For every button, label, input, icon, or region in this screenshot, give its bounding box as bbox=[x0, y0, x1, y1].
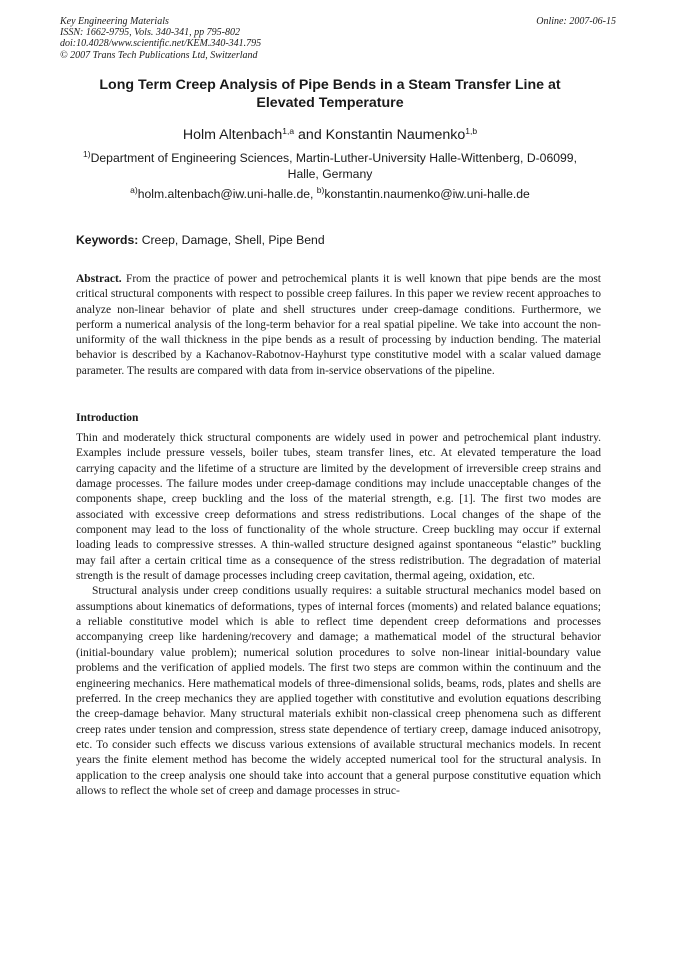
affiliation-sup: 1) bbox=[83, 149, 91, 159]
author-and: and bbox=[294, 127, 326, 143]
introduction-paragraph-1: Thin and moderately thick structural components are widely used in power and petrochemical plant industry. Examples include pressure vessels, boiler tubes, steam transfer lines, etc. At elevated temperature the load carrying capacity and the lifetime of a structure are limited by the development of irreversible creep strains and damage processes. The failure modes under creep-damage conditions may include unacceptable changes of the components shape, creep buckling and the loss of the material strength, e.g. [1]. The first two modes are associated with excessive creep deformations and stress redistributions. Local changes of the shape of the component may lead to the loss of functionality of the whole structure. Creep buckling may occur if external loading leads to compressive stresses. A thin-walled structure designed against spontaneous “elastic” buckling may fail after a certain critical time as a consequence of the stress redistribution. The degradation of material strength is the result of damage processes including creep cavitation, thermal ageing, oxidation, etc. bbox=[76, 432, 601, 583]
author-1: Holm Altenbach bbox=[182, 127, 283, 143]
author-2: Konstantin Naumenko bbox=[325, 127, 466, 143]
keywords-label: Keywords: bbox=[76, 233, 139, 247]
keywords bbox=[76, 232, 325, 248]
email-b-sup: b) bbox=[316, 185, 325, 195]
email-a[interactable]: holm.altenbach@iw.uni-halle.de, bbox=[137, 187, 317, 201]
introduction-paragraph-2: Structural analysis under creep conditions usually requires: a suitable structural mechanics model based on assumptions about kinematics of deformations, types of internal forces (moments) and related balance equations; a reliable constitutive model which is able to reflect time dependent creep deformations and processes accompanying creep like hardening/recovery and damage; a mathematical model of the structural behavior (initial-boundary value problem); numerical solution procedures to solve non-linear initial-boundary value problems and the verification of applied models. The first two steps are common within the continuum and the engineering mechanics. Here mathematical models of three-dimensional solids, beams, rods, plates and shells are preferred. In the creep mechanics they are applied together with constitutive and evolution equations describing the creep-damage behavior. Many structural materials exhibit non-classical creep phenomena such as different creep rates under tension and compression, stress state dependence of tertiary creep, damage induced anisotropy, etc. To consider such effects we discuss various extensions of available structural mechanics models. In recent years the finite element method has become the widely accepted numerical tool for the structural analysis. In application to the creep analysis one should take into account that a general purpose constitutive equation which allows to reflect the whole set of creep and damage processes in struc- bbox=[76, 585, 601, 797]
journal-header bbox=[60, 16, 261, 61]
author-1-sup: 1,a bbox=[282, 126, 295, 136]
affiliation bbox=[80, 150, 580, 182]
author-emails bbox=[80, 186, 580, 202]
affiliation-text: Department of Engineering Sciences, Martin-Luther-University Halle-Wittenberg, D-06099, Halle, Germany bbox=[90, 151, 577, 181]
keywords-text: Creep, Damage, Shell, Pipe Bend bbox=[138, 233, 325, 247]
author-2-sup: 1,b bbox=[465, 126, 478, 136]
author-line bbox=[80, 126, 580, 144]
copyright-line: © 2007 Trans Tech Publications Ltd, Switzerland bbox=[60, 49, 258, 61]
online-date: Online: 2007-06-15 bbox=[536, 16, 616, 27]
email-a-sup: a) bbox=[130, 185, 138, 195]
doi-link[interactable]: doi:10.4028/www.scientific.net/KEM.340-341.795 bbox=[60, 38, 262, 50]
section-heading-introduction: Introduction bbox=[76, 412, 139, 424]
introduction-body bbox=[76, 431, 601, 799]
abstract-label: Abstract. bbox=[76, 273, 122, 285]
abstract bbox=[76, 272, 601, 379]
journal-name: Key Engineering Materials bbox=[60, 16, 169, 27]
abstract-text: From the practice of power and petrochemical plants it is well known that pipe bends are the most critical structural components with respect to possible creep failures. In this paper we review recent approaches to analyze non-linear behavior of plate and shell structures under creep-damage conditions. Furthermore, we perform a numerical analysis of the long-term behavior for a real spatial pipeline. We take into account the non-uniformity of the wall thickness in the pipe bends as a result of processing by induction bending. The material behavior is described by a Kachanov-Rabotnov-Hayhurst type constitutive model with a scalar valued damage parameter. The results are compared with data from in-service observations of the pipeline. bbox=[76, 273, 601, 377]
issn-line: ISSN: 1662-9795, Vols. 340-341, pp 795-802 bbox=[60, 27, 240, 39]
paper-title: Long Term Creep Analysis of Pipe Bends in a Steam Transfer Line at Elevated Temperature bbox=[99, 77, 561, 111]
email-b[interactable]: konstantin.naumenko@iw.uni-halle.de bbox=[324, 187, 530, 201]
